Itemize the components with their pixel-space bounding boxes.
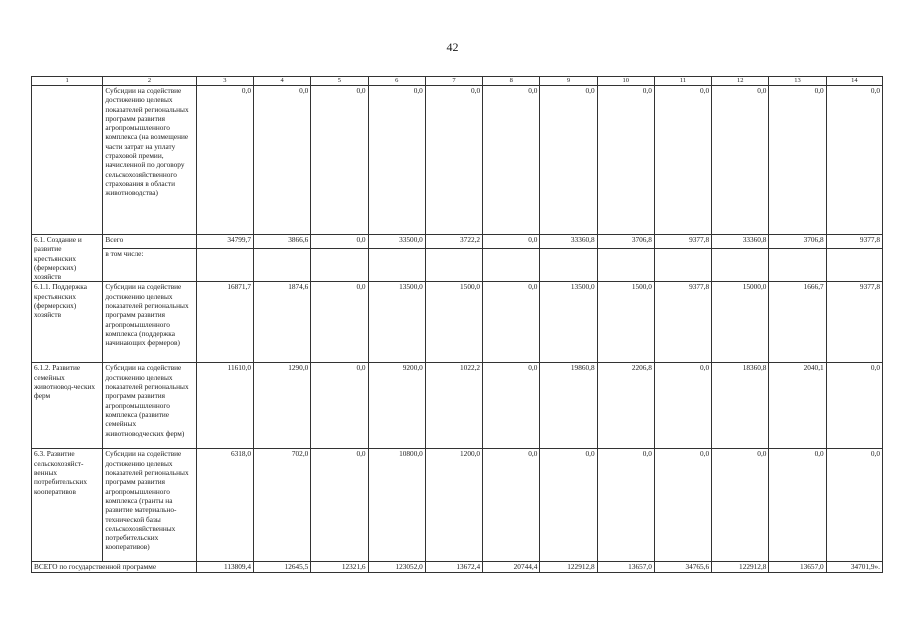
- column-header: 8: [483, 77, 540, 86]
- value-cell: 3706,8: [769, 235, 826, 249]
- value-cell: 2040,1: [769, 363, 826, 449]
- value-cell: [196, 249, 253, 282]
- value-cell: 0,0: [712, 86, 769, 235]
- value-cell: [540, 249, 597, 282]
- row-funding-source: Субсидии на содействие достижению целевых показателей региональных программ развития агропромышленного комплекса (развитие семейных животноводческих ферм): [103, 363, 196, 449]
- column-header: 9: [540, 77, 597, 86]
- total-value-cell: 12645,5: [254, 562, 311, 573]
- total-value-cell: 34701,9».: [826, 562, 882, 573]
- value-cell: 9377,8: [826, 282, 882, 363]
- value-cell: [425, 249, 482, 282]
- total-value-cell: 123052,0: [368, 562, 425, 573]
- value-cell: 19860,8: [540, 363, 597, 449]
- value-cell: 0,0: [311, 235, 368, 249]
- total-value-cell: 122912,8: [712, 562, 769, 573]
- column-header: 14: [826, 77, 882, 86]
- value-cell: 16871,7: [196, 282, 253, 363]
- value-cell: 9377,8: [654, 235, 711, 249]
- total-value-cell: 20744,4: [483, 562, 540, 573]
- table-row: [32, 235, 883, 249]
- value-cell: 0,0: [254, 86, 311, 235]
- table-row: [32, 449, 883, 562]
- total-row: [32, 562, 883, 573]
- value-cell: 0,0: [769, 449, 826, 562]
- value-cell: 11610,0: [196, 363, 253, 449]
- value-cell: 0,0: [483, 363, 540, 449]
- value-cell: 0,0: [311, 449, 368, 562]
- column-header: 4: [254, 77, 311, 86]
- value-cell: [597, 249, 654, 282]
- total-value-cell: 13657,0: [769, 562, 826, 573]
- value-cell: 1500,0: [597, 282, 654, 363]
- value-cell: 0,0: [483, 282, 540, 363]
- value-cell: 0,0: [826, 363, 882, 449]
- row-funding-source: Всего: [103, 235, 196, 249]
- column-header: 2: [103, 77, 196, 86]
- row-funding-source: Субсидии на содействие достижению целевых показателей региональных программ развития агропромышленного комплекса (гранты на развитие материально-технической базы сельскохозяйственных потребительских кооперативов): [103, 449, 196, 562]
- value-cell: 3706,8: [597, 235, 654, 249]
- value-cell: 33360,8: [712, 235, 769, 249]
- value-cell: 0,0: [654, 449, 711, 562]
- value-cell: 3866,6: [254, 235, 311, 249]
- value-cell: 2206,8: [597, 363, 654, 449]
- value-cell: 6318,0: [196, 449, 253, 562]
- value-cell: [254, 249, 311, 282]
- column-header: 1: [32, 77, 103, 86]
- value-cell: 1874,6: [254, 282, 311, 363]
- value-cell: 0,0: [368, 86, 425, 235]
- value-cell: 0,0: [311, 282, 368, 363]
- value-cell: [311, 249, 368, 282]
- page-number: 42: [446, 40, 459, 54]
- value-cell: 33500,0: [368, 235, 425, 249]
- total-value-cell: 13672,4: [425, 562, 482, 573]
- value-cell: 0,0: [654, 86, 711, 235]
- value-cell: 1200,0: [425, 449, 482, 562]
- value-cell: 9200,0: [368, 363, 425, 449]
- row-funding-source: в том числе:: [103, 249, 196, 282]
- value-cell: [368, 249, 425, 282]
- column-header: 12: [712, 77, 769, 86]
- value-cell: [712, 249, 769, 282]
- column-header: 6: [368, 77, 425, 86]
- value-cell: 0,0: [769, 86, 826, 235]
- value-cell: 33360,8: [540, 235, 597, 249]
- value-cell: 0,0: [311, 86, 368, 235]
- table-row: [32, 249, 883, 282]
- column-number-row: [32, 77, 883, 86]
- value-cell: 0,0: [540, 86, 597, 235]
- value-cell: 0,0: [483, 235, 540, 249]
- column-header: 11: [654, 77, 711, 86]
- column-header: 5: [311, 77, 368, 86]
- value-cell: 1500,0: [425, 282, 482, 363]
- total-value-cell: 34765,6: [654, 562, 711, 573]
- total-value-cell: 122912,8: [540, 562, 597, 573]
- value-cell: 0,0: [540, 449, 597, 562]
- value-cell: 9377,8: [654, 282, 711, 363]
- value-cell: 0,0: [654, 363, 711, 449]
- total-value-cell: 12321,6: [311, 562, 368, 573]
- value-cell: 0,0: [425, 86, 482, 235]
- value-cell: [654, 249, 711, 282]
- value-cell: 34799,7: [196, 235, 253, 249]
- value-cell: [483, 249, 540, 282]
- value-cell: 0,0: [483, 86, 540, 235]
- value-cell: 0,0: [196, 86, 253, 235]
- total-value-cell: 113809,4: [196, 562, 253, 573]
- value-cell: 18360,8: [712, 363, 769, 449]
- column-header: 10: [597, 77, 654, 86]
- total-label: ВСЕГО по государственной программе: [32, 562, 197, 573]
- value-cell: 13500,0: [368, 282, 425, 363]
- row-funding-source: Субсидии на содействие достижению целевых показателей региональных программ развития агропромышленного комплекса (поддержка начинающих фермеров): [103, 282, 196, 363]
- table-row: [32, 282, 883, 363]
- value-cell: [826, 249, 882, 282]
- column-header: 7: [425, 77, 482, 86]
- column-header: 3: [196, 77, 253, 86]
- table-row: [32, 363, 883, 449]
- value-cell: 15000,0: [712, 282, 769, 363]
- value-cell: 0,0: [826, 449, 882, 562]
- value-cell: 1022,2: [425, 363, 482, 449]
- program-funding-table: [31, 76, 883, 573]
- value-cell: 702,0: [254, 449, 311, 562]
- value-cell: 0,0: [712, 449, 769, 562]
- value-cell: 0,0: [597, 449, 654, 562]
- value-cell: 1290,0: [254, 363, 311, 449]
- value-cell: 9377,8: [826, 235, 882, 249]
- row-activity: 6.1.2. Развитие семейных животновод-ческих ферм: [32, 363, 103, 449]
- table-row: [32, 86, 883, 235]
- value-cell: 1666,7: [769, 282, 826, 363]
- row-activity: [32, 86, 103, 235]
- value-cell: 10800,0: [368, 449, 425, 562]
- row-activity: 6.1. Создание и развитие крестьянских (фермерских) хозяйств: [32, 235, 103, 282]
- value-cell: 0,0: [483, 449, 540, 562]
- value-cell: [769, 249, 826, 282]
- row-activity: 6.3. Развитие сельскохозяйст-венных потребительских кооперативов: [32, 449, 103, 562]
- value-cell: 0,0: [311, 363, 368, 449]
- value-cell: 0,0: [826, 86, 882, 235]
- total-value-cell: 13657,0: [597, 562, 654, 573]
- column-header: 13: [769, 77, 826, 86]
- row-funding-source: Субсидии на содействие достижению целевых показателей региональных программ развития агропромышленного комплекса (на возмещение части затрат на уплату страховой премии, начисленной по договору сельскохозяйственного страхования в области животноводства): [103, 86, 196, 235]
- value-cell: 0,0: [597, 86, 654, 235]
- row-activity: 6.1.1. Поддержка крестьянских (фермерских) хозяйств: [32, 282, 103, 363]
- value-cell: 3722,2: [425, 235, 482, 249]
- value-cell: 13500,0: [540, 282, 597, 363]
